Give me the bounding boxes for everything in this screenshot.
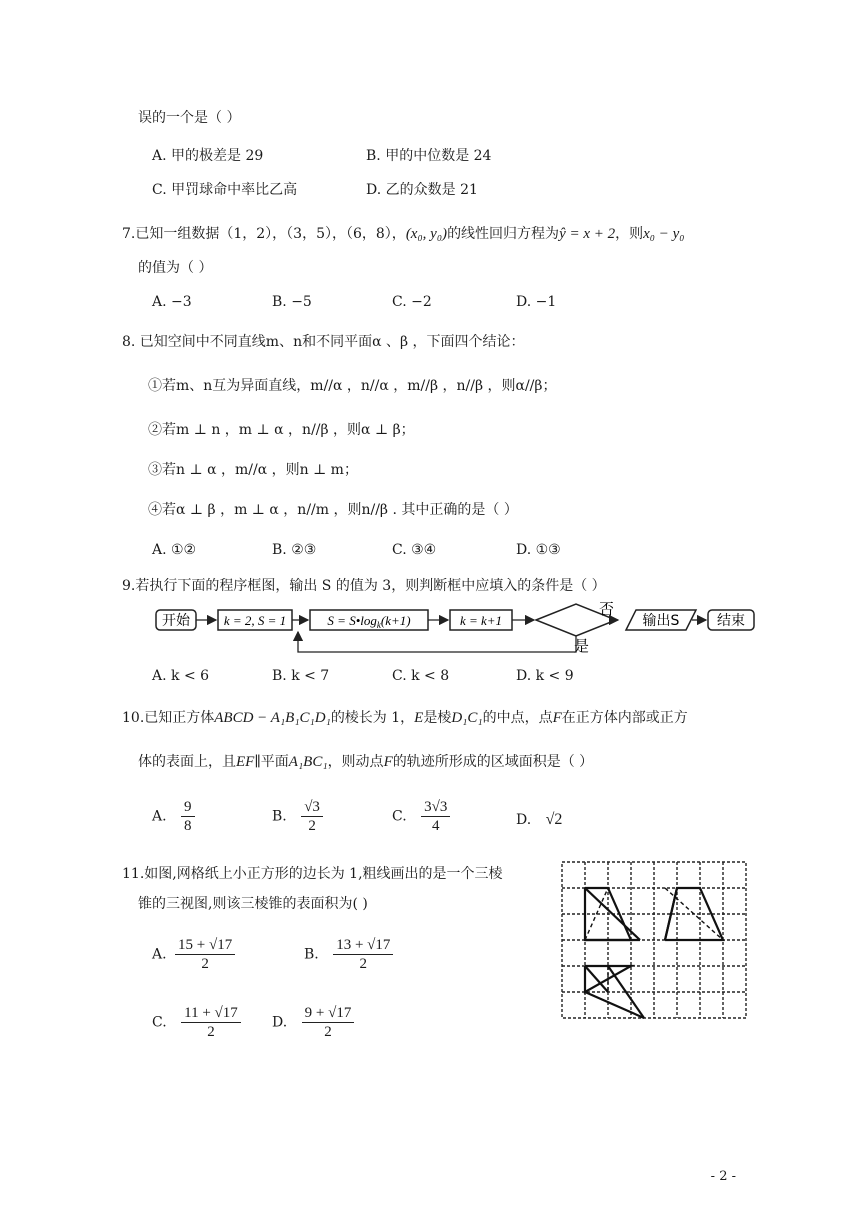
flow-update-s-label (327, 613, 410, 630)
q10-edge: D₁C₁ (451, 710, 483, 726)
q9-option-d: D. k < 9 (516, 668, 574, 684)
q7-text-c: 的线性回归方程为 (447, 226, 560, 242)
q10-c-label: C. (392, 808, 407, 825)
q7-continuation: 的值为（ ） (138, 260, 213, 276)
q11-line-2: 锥的三视图,则该三棱锥的表面积为( ) (138, 896, 368, 912)
q10-l1-i: 在正方体内部或正方 (561, 710, 688, 726)
flow-output-label: 输出S (642, 613, 680, 629)
q7-expression: x₀ − y₀ (643, 226, 685, 242)
q10-cube-name: ABCD − A₁B₁C₁D₁ (214, 710, 331, 726)
q10-option-b (272, 798, 323, 835)
q11-three-view-diagram (560, 860, 750, 1022)
q10-point-f: F (552, 710, 562, 726)
q11-b-den: 2 (359, 956, 368, 972)
q11-a-fraction (175, 936, 235, 973)
q11-d-num: 9 + √17 (302, 1004, 355, 1023)
q7-option-b: B. −5 (272, 294, 312, 310)
q11-d-label: D. (272, 1014, 288, 1031)
q10-option-a (152, 798, 195, 835)
q11-c-fraction (181, 1004, 241, 1041)
q7-text-a: 7.已知一组数据（1，2），（3，5），（6，8）， (122, 226, 406, 242)
q7-option-a: A. −3 (152, 294, 192, 310)
q10-b-num: √3 (301, 798, 323, 817)
q10-point-e: E (414, 710, 424, 726)
q10-a-fraction (181, 798, 195, 835)
q10-l2-c: ∥平面 (254, 754, 289, 770)
q6-option-c: C. 甲罚球命中率比乙高 (152, 182, 298, 198)
flow-update-s-main: S = S•log (327, 613, 377, 628)
q10-l2-g: 的轨迹所形成的区域面积是（ ） (392, 754, 594, 770)
q6-option-b: B. 甲的中位数是 24 (366, 148, 492, 164)
q9-option-a: A. k < 6 (152, 668, 210, 684)
q11-b-fraction (333, 936, 393, 973)
q10-option-d (516, 810, 562, 830)
q7-point: (x₀, y₀) (405, 226, 448, 242)
q10-c-num: 3√3 (421, 798, 450, 817)
q10-b-fraction (301, 798, 323, 835)
q10-l1-g: 的中点，点 (482, 710, 553, 726)
q11-a-den: 2 (201, 956, 209, 972)
q10-d-label: D. (516, 812, 532, 828)
q11-b-num: 13 + √17 (333, 936, 393, 955)
q8-statement-2: ②若m ⊥ n ，m ⊥ α ，n//β ，则α ⊥ β； (148, 422, 415, 438)
q11-c-den: 2 (207, 1024, 215, 1040)
q6-continuation: 误的一个是（ ） (138, 110, 241, 126)
q8-stem: 8. 已知空间中不同直线m、n和不同平面α 、β ，下面四个结论： (122, 334, 525, 350)
page-number: - 2 - (710, 1169, 736, 1184)
q10-a-den: 8 (184, 818, 192, 834)
q11-d-den: 2 (324, 1024, 332, 1040)
q10-point-f2: F (383, 754, 393, 770)
q6-option-d: D. 乙的众数是 21 (366, 182, 478, 198)
flow-yes-label: 是 (574, 637, 590, 655)
q11-option-d (272, 1004, 354, 1041)
q9-flowchart (150, 600, 762, 656)
q11-option-c (152, 1004, 241, 1041)
q10-segment-ef: EF (236, 754, 255, 770)
q8-statement-3: ③若n ⊥ α ，m//α ，则n ⊥ m； (148, 462, 358, 478)
q11-line-1: 11.如图,网格纸上小正方形的边长为 1,粗线画出的是一个三棱 (122, 866, 503, 882)
flow-update-s-sub: k (376, 620, 381, 630)
q10-b-den: 2 (308, 818, 316, 834)
q7-regression-eq: ŷ = x + 2 (559, 226, 616, 242)
q10-l1-c: 的棱长为 1， (330, 710, 415, 726)
q9-stem: 9.若执行下面的程序框图，输出 S 的值为 3，则判断框中应填入的条件是（ ） (122, 578, 606, 594)
q10-l1-a: 10.已知正方体 (122, 710, 215, 726)
q11-b-label: B. (304, 946, 319, 963)
q10-a-label: A. (152, 808, 167, 825)
q7-stem (122, 224, 685, 244)
q8-option-d: D. ①③ (516, 542, 561, 558)
q10-c-den: 4 (431, 818, 440, 834)
q10-a-num: 9 (181, 798, 195, 817)
q6-option-a: A. 甲的极差是 29 (152, 148, 264, 164)
q10-l2-a: 体的表面上，且 (138, 754, 236, 770)
q10-option-c (392, 798, 450, 835)
q11-option-b (304, 936, 393, 973)
flow-update-s-tail: (k+1) (380, 613, 411, 628)
q10-line-1 (122, 708, 688, 728)
flow-init-label: k = 2, S = 1 (223, 613, 287, 628)
q8-option-a: A. ①② (152, 542, 197, 558)
q11-option-a (152, 936, 235, 973)
q7-text-e: ，则 (615, 226, 644, 242)
q11-c-label: C. (152, 1014, 167, 1031)
q11-d-fraction (302, 1004, 355, 1041)
q8-statement-4: ④若α ⊥ β ，m ⊥ α ，n//m ，则n//β . 其中正确的是（ ） (148, 502, 518, 518)
flow-no-label: 否 (599, 600, 615, 618)
q9-option-c: C. k < 8 (392, 668, 450, 684)
q10-l2-e: ，则动点 (327, 754, 384, 770)
flow-update-k-label: k = k+1 (459, 613, 503, 628)
q7-option-d: D. −1 (516, 294, 557, 310)
flow-end-label: 结束 (717, 613, 745, 629)
q10-line-2 (138, 752, 593, 772)
q10-d-value: √2 (545, 811, 563, 828)
q10-l1-e: 是棱 (423, 710, 452, 726)
q10-b-label: B. (272, 808, 287, 825)
q10-plane: A₁BC₁ (288, 754, 328, 770)
q11-a-num: 15 + √17 (175, 936, 235, 955)
q9-option-b: B. k < 7 (272, 668, 330, 684)
q8-option-c: C. ③④ (392, 542, 437, 558)
q11-c-num: 11 + √17 (181, 1004, 241, 1023)
q10-c-fraction (421, 798, 450, 835)
flow-start-label: 开始 (162, 613, 190, 629)
q8-option-b: B. ②③ (272, 542, 317, 558)
q11-a-label: A. (152, 946, 167, 963)
q7-option-c: C. −2 (392, 294, 432, 310)
q8-statement-1: ①若m、n互为异面直线，m//α ，n//α ，m//β ，n//β ，则α//β； (148, 378, 557, 394)
